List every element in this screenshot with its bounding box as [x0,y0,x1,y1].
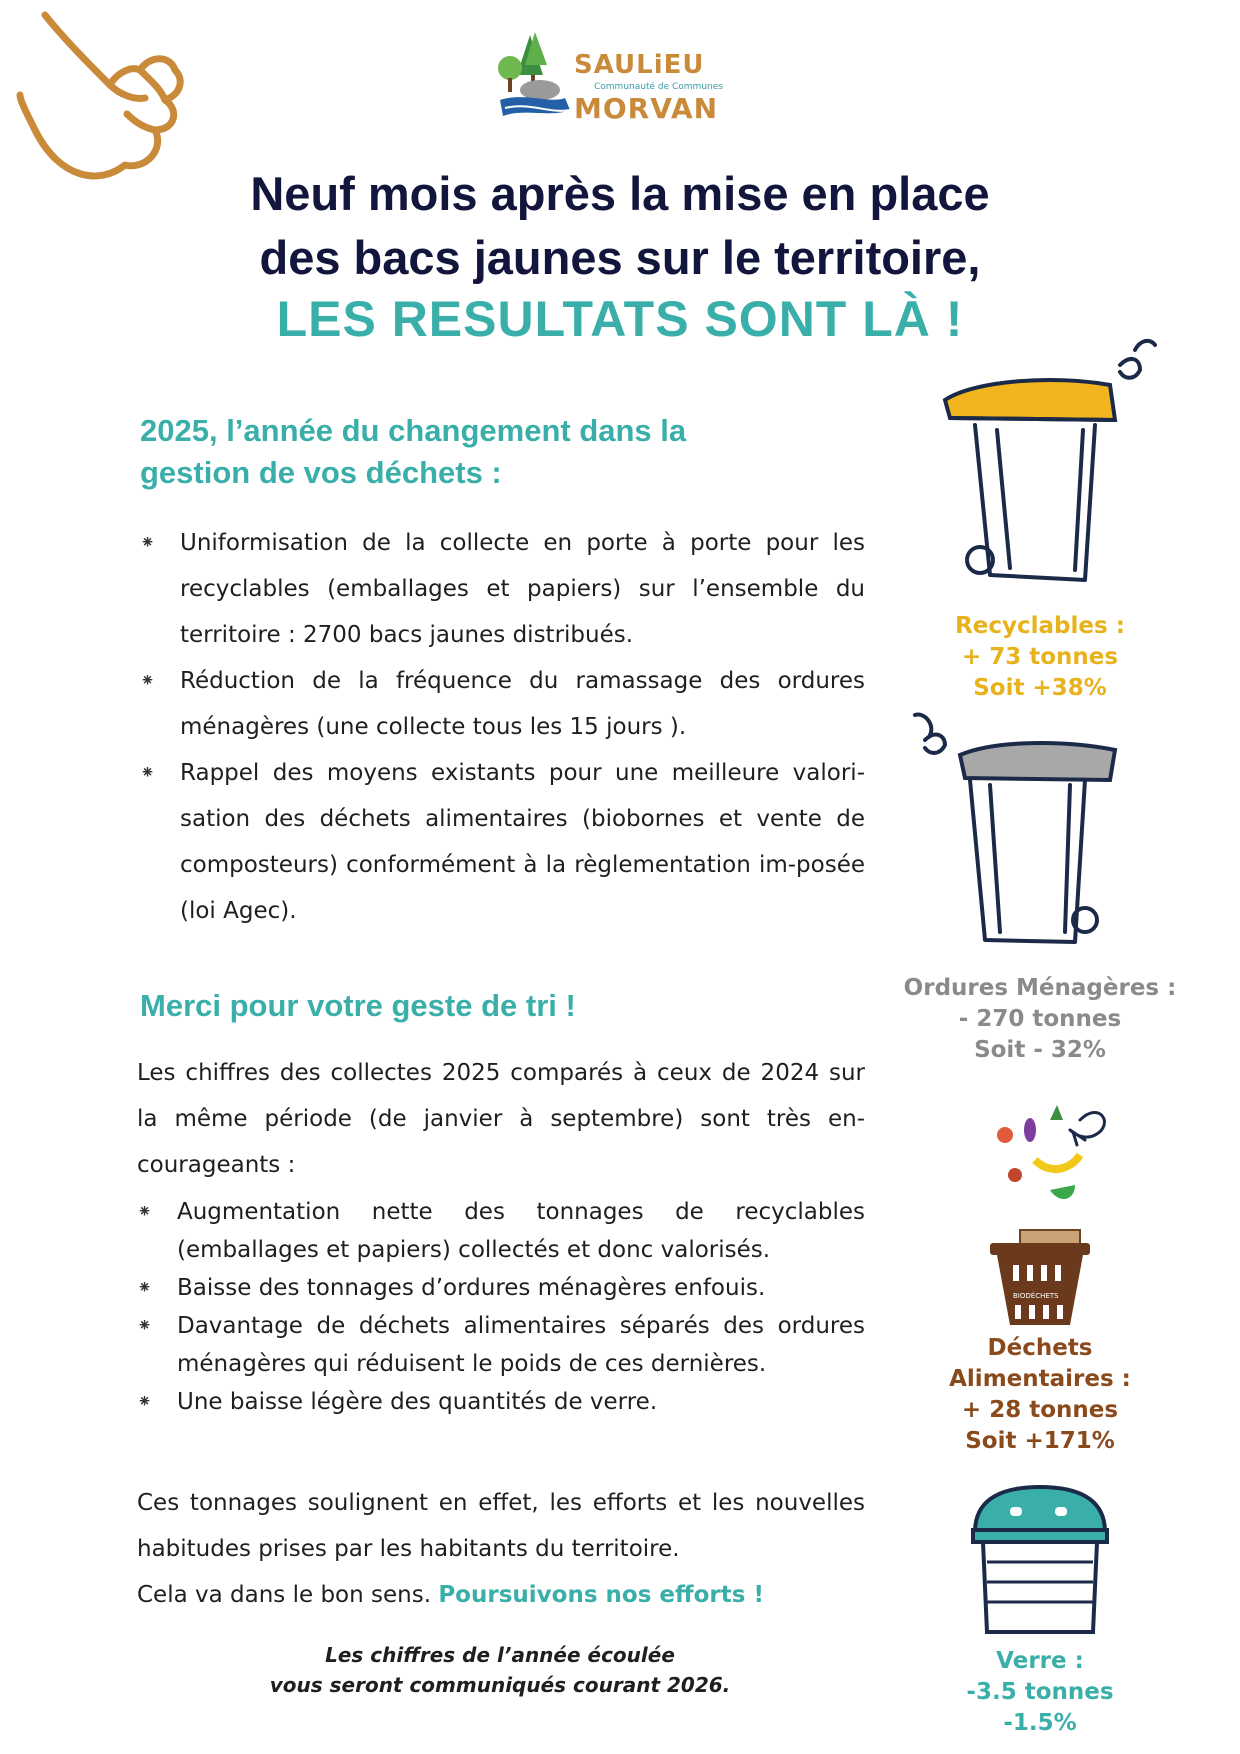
stat-ordures-amount: - 270 tonnes [958,1006,1122,1032]
logo-subtitle: Communauté de Communes [594,82,723,92]
asterisk-icon: ⁕ [140,762,156,783]
bullet-text: Davantage de déchets alimentaires séparés des ordures ménagères qui réduisent le poids de ces dernières. [177,1313,865,1377]
footnote-line1: Les chiffres de l’année écoulée [325,1643,675,1667]
footnote [240,1640,760,1700]
title-line-3: LES RESULTATS SONT LÀ ! [276,291,964,347]
asterisk-icon: ⁕ [137,1391,153,1412]
stat-recyclables-label: Recyclables : [955,613,1125,639]
section1-bullet-list [140,520,865,934]
list-item [137,1193,865,1269]
logo-name-bottom: MORVAN [574,92,719,125]
list-item [140,658,865,750]
biowaste-bin-icon [975,1080,1125,1330]
asterisk-icon: ⁕ [137,1201,153,1222]
stat-verre-percent: -1.5% [1003,1710,1077,1736]
stat-dechets-label1: Déchets [987,1335,1093,1361]
section1-heading-line2: gestion de vos déchets : [140,455,502,490]
section2-bullet-list [137,1193,865,1421]
bullet-text: Rappel des moyens existants pour une meilleure valori-sation des déchets alimentaires (biobornes et vente de composteurs) conformément à la règlementation im-posée (loi Agec). [180,760,865,924]
stat-verre [940,1646,1140,1739]
closing-call-to-action [137,1572,865,1618]
stat-verre-label: Verre : [996,1648,1084,1674]
asterisk-icon: ⁕ [137,1315,153,1336]
asterisk-icon: ⁕ [140,532,156,553]
list-item [137,1269,865,1307]
list-item [137,1383,865,1421]
bullet-text: Augmentation nette des tonnages de recyclables (emballages et papiers) collectés et donc valorisés. [177,1199,865,1263]
section2-heading: Merci pour votre geste de tri ! [140,988,576,1023]
stat-recyclables-amount: + 73 tonnes [961,644,1119,670]
section2-intro: Les chiffres des collectes 2025 comparés à ceux de 2024 sur la même période (de janvier à septembre) sont très en-courageants : [137,1060,865,1178]
stat-recyclables-percent: Soit +38% [973,675,1107,701]
section1-heading [140,410,840,494]
stat-ordures [880,973,1200,1066]
stat-dechets [920,1333,1160,1457]
closing-accent: Poursuivons nos efforts ! [438,1582,764,1608]
grey-bin-icon [905,710,1145,960]
biodechets-label: BIODÉCHETS [1013,1292,1059,1300]
title-line-2: des bacs jaunes sur le territoire, [259,231,981,284]
stat-ordures-label: Ordures Ménagères : [903,975,1177,1001]
logo-name-top: SAULiEU [574,50,705,80]
bullet-text: Une baisse légère des quantités de verre. [177,1389,658,1415]
asterisk-icon: ⁕ [137,1277,153,1298]
list-item [140,520,865,658]
title-line-1: Neuf mois après la mise en place [250,167,990,220]
list-item [137,1307,865,1383]
section1-heading-line1: 2025, l’année du changement dans la [140,413,687,448]
stat-dechets-label2: Alimentaires : [949,1366,1131,1392]
bullet-text: Baisse des tonnages d’ordures ménagères enfouis. [177,1275,766,1301]
bullet-text: Uniformisation de la collecte en porte à porte pour les recyclables (emballages et papiers) sur l’ensemble du territoire : 2700 bacs jaunes distribués. [180,530,865,648]
stat-dechets-percent: Soit +171% [965,1428,1115,1454]
logo-tree-icon [495,30,575,125]
closing-paragraph: Ces tonnages soulignent en effet, les efforts et les nouvelles habitudes prises par les habitants du territoire. [137,1490,865,1562]
stat-dechets-amount: + 28 tonnes [961,1397,1119,1423]
yellow-bin-icon [935,330,1165,605]
asterisk-icon: ⁕ [140,670,156,691]
bullet-text: Réduction de la fréquence du ramassage des ordures ménagères (une collecte tous les 15 jours ). [180,668,865,740]
stat-ordures-percent: Soit - 32% [974,1037,1106,1063]
stat-recyclables [920,611,1160,704]
glass-bin-icon [965,1482,1115,1642]
footnote-line2: vous seront communiqués courant 2026. [269,1673,731,1697]
stat-verre-amount: -3.5 tonnes [966,1679,1114,1705]
closing-text: Cela va dans le bon sens. [137,1582,439,1608]
list-item [140,750,865,934]
